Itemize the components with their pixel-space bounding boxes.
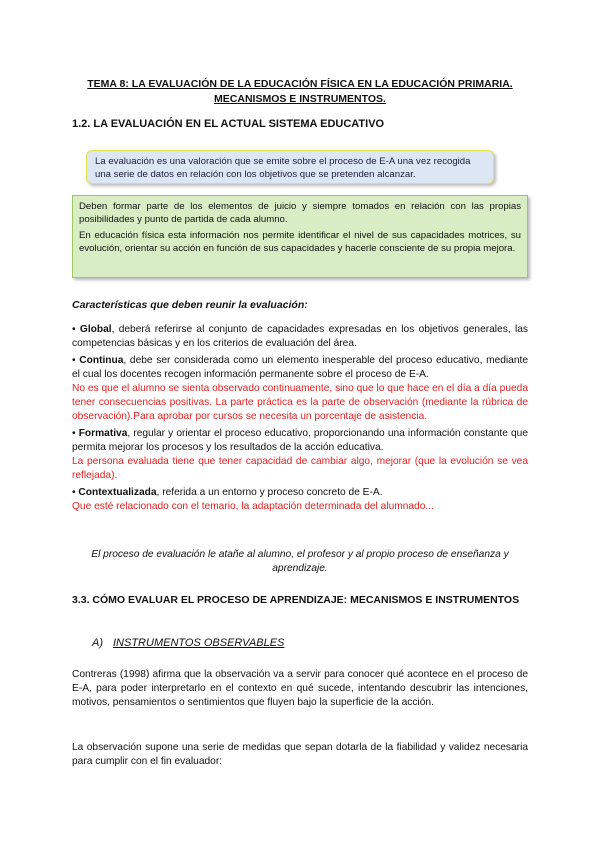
subsection-label: A) (92, 637, 103, 649)
list-item-formativa (72, 427, 528, 483)
characteristics-heading: Características que deben reunir la evaluación: (72, 299, 308, 311)
subsection-title: INSTRUMENTOS OBSERVABLES (113, 637, 285, 649)
list-item-continua (72, 354, 528, 424)
note-contextualizada: Que esté relacionado con el temario, la adaptación determinada del alumnado... (72, 501, 434, 512)
bullet: • (72, 487, 76, 498)
description: , debe ser considerada como un elemento inesperable del proceso educativo, mediante el cual los docentes recogen información permanente sobre el proceso de E-A. (72, 355, 528, 380)
list-item-text (72, 486, 528, 500)
term-formativa: Formativa (78, 428, 128, 439)
term-continua: Continua (79, 355, 124, 366)
document-title (72, 77, 528, 107)
information-box-paragraph-2: En educación física esta información nos permite identificar el nivel de sus capacidades motrices, su evolución, orientar su acción en función de sus capacidades y hacerle consciente de su propia mejora. (79, 230, 521, 254)
note-continua: No es que el alumno se sienta observado continuamente, sino que lo que hace en el día a día pueda tener consecuencias positivas. La parte práctica es la parte de observación (mediante la rúbrica de observación).Para aprobar por cursos se necesita un porcentaje de asistencia. (72, 383, 528, 422)
description: , regular y orientar el proceso educativo, proporcionando una información constante que permita mejorar los procesos y los resultados de la acción educativa. (72, 428, 528, 453)
paragraph-contreras: Contreras (1998) afirma que la observación va a servir para conocer qué acontece en el proceso de E-A, para poder interpretarlo en el contexto en qué sucede, intentando descubrir las intenciones, motivos, pensamientos o sentimientos que fluyen bajo la superficie de la acción. (72, 669, 528, 708)
term-contextualizada: Contextualizada (78, 487, 157, 498)
title-line-2: MECANISMOS E INSTRUMENTOS. (214, 93, 386, 105)
bullet: • (72, 324, 76, 335)
list-item-global (72, 323, 528, 351)
evaluation-quote: El proceso de evaluación le atañe al alumno, el profesor y al propio proceso de enseñanza y aprendizaje. (91, 549, 509, 574)
paragraph-observation: La observación supone una serie de medidas que sepan dotarla de la fiabilidad y validez necesaria para cumplir con el fin evaluador: (72, 742, 528, 767)
subsection-heading (92, 637, 284, 649)
list-item-text (72, 354, 528, 382)
term-global: Global (79, 324, 112, 335)
characteristics-list (72, 320, 528, 514)
list-item-text (72, 427, 528, 455)
bullet: • (72, 428, 76, 439)
information-box-paragraph-1: Deben formar parte de los elementos de juicio y siempre tomados en relación con las propias posibilidades y punto de partida de cada alumno. (79, 201, 521, 225)
section-heading-1-2: 1.2. LA EVALUACIÓN EN EL ACTUAL SISTEMA EDUCATIVO (72, 118, 385, 130)
title-line-1: TEMA 8: LA EVALUACIÓN DE LA EDUCACIÓN FÍSICA EN LA EDUCACIÓN PRIMARIA. (87, 78, 513, 90)
list-item-text (72, 323, 528, 351)
section-heading-3-3: 3.3. CÓMO EVALUAR EL PROCESO DE APRENDIZAJE: MECANISMOS E INSTRUMENTOS (72, 594, 520, 606)
definition-box: La evaluación es una valoración que se emite sobre el proceso de E-A una vez recogida una serie de datos en relación con los objetivos que se pretenden alcanzar. (86, 150, 494, 184)
information-box (72, 195, 528, 278)
description: , referida a un entorno y proceso concreto de E-A. (156, 487, 383, 498)
list-item-contextualizada (72, 486, 528, 514)
bullet: • (72, 355, 76, 366)
description: , deberá referirse al conjunto de capacidades expresadas en los objetivos generales, las competencias básicas y en los criterios de evaluación del área. (72, 324, 528, 349)
note-formativa: La persona evaluada tiene que tener capacidad de cambiar algo, mejorar (que la evolución se vea reflejada). (72, 456, 528, 481)
